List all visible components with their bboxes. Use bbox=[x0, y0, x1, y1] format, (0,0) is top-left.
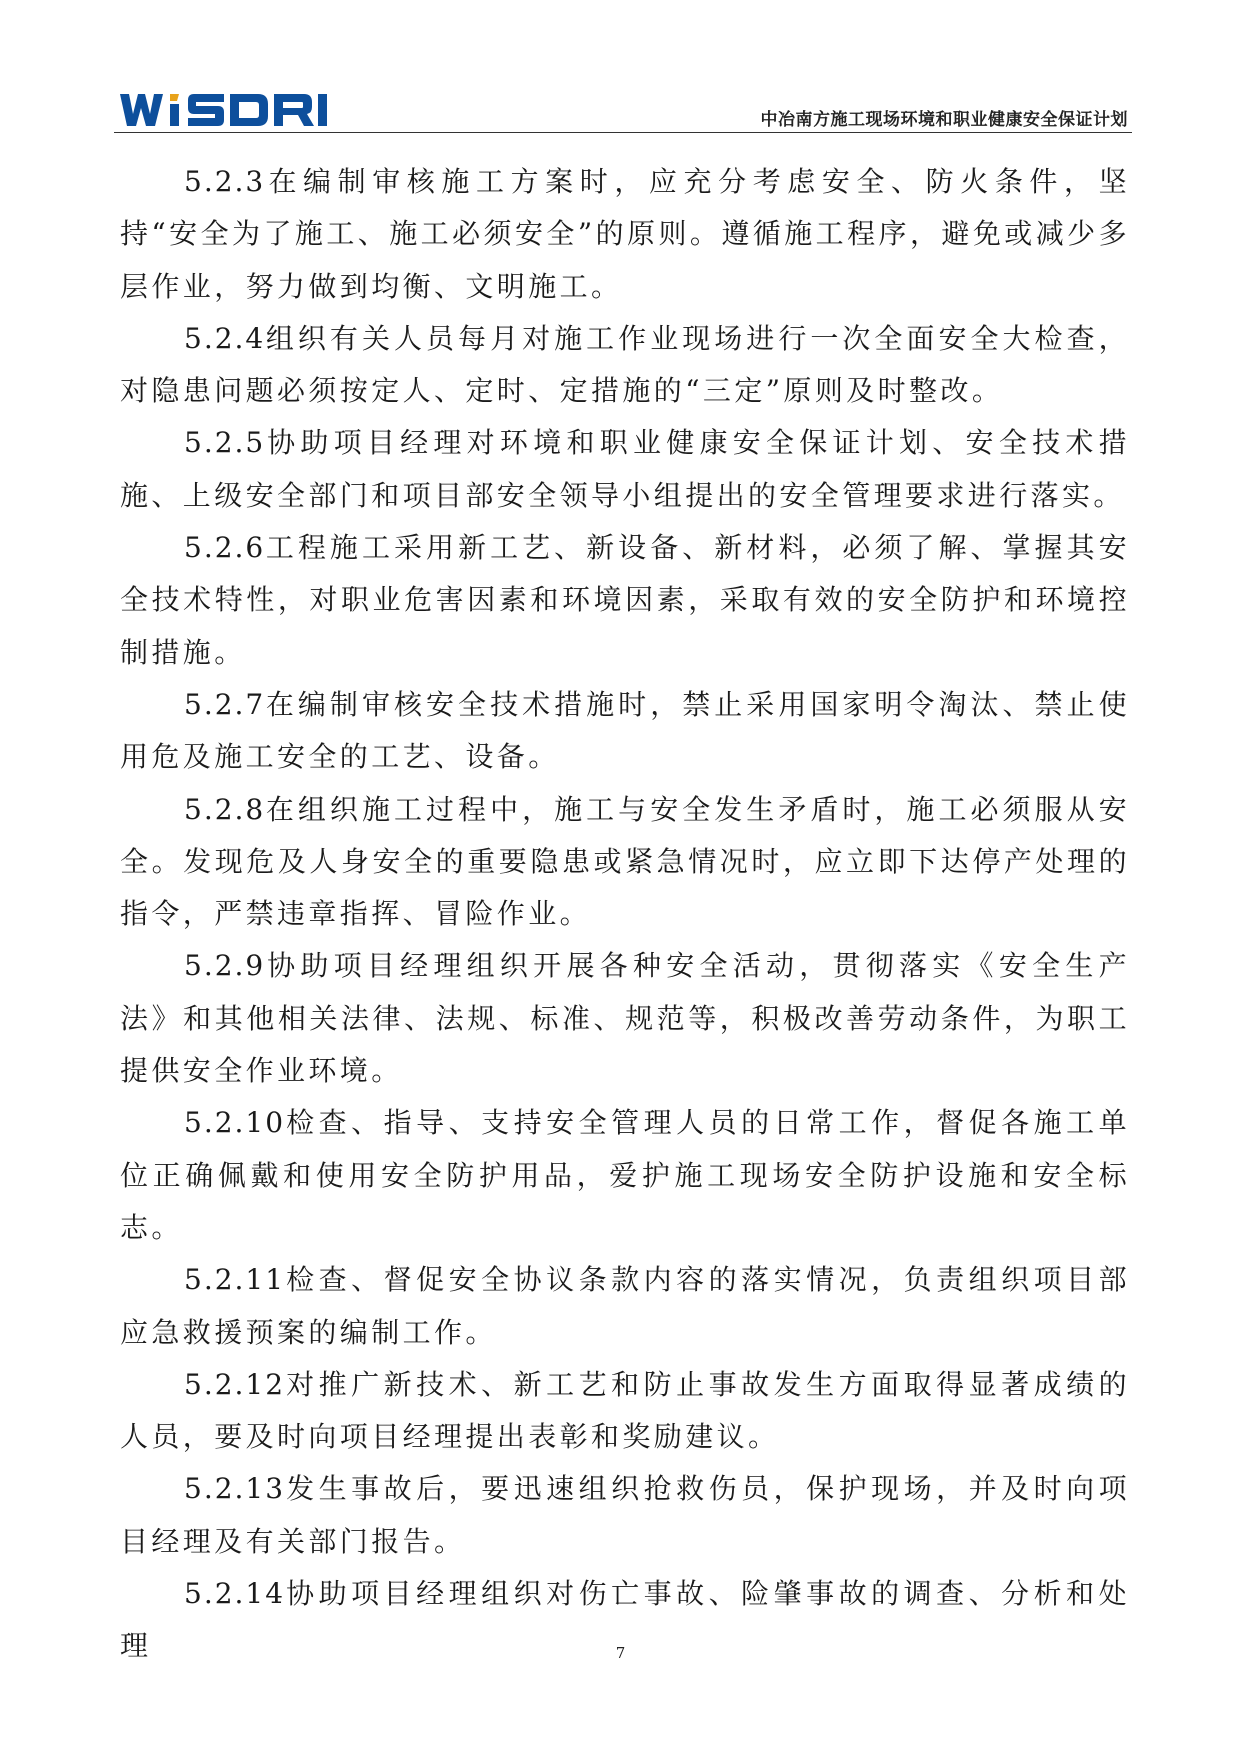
header-divider bbox=[114, 132, 1132, 133]
clause-paragraph bbox=[120, 1254, 1130, 1359]
clause-number: 5.2.11 bbox=[184, 1263, 286, 1297]
clause-text: 工程施工采用新工艺、新设备、新材料，必须了解、掌握其安全技术特性，对职业危害因素和环境因素，采取有效的安全防护和环境控制措施。 bbox=[120, 531, 1130, 669]
clause-text: 检查、指导、支持安全管理人员的日常工作，督促各施工单位正确佩戴和使用安全防护用品，爱护施工现场安全防护设施和安全标志。 bbox=[120, 1106, 1130, 1244]
clause-number: 5.2.3 bbox=[184, 165, 266, 198]
clause-paragraph bbox=[120, 1097, 1130, 1254]
clause-paragraph bbox=[120, 1463, 1130, 1568]
clause-text: 对推广新技术、新工艺和防止事故发生方面取得显著成绩的人员，要及时向项目经理提出表彰和奖励建议。 bbox=[120, 1367, 1130, 1454]
clause-text: 在组织施工过程中，施工与安全发生矛盾时，施工必须服从安全。发现危及人身安全的重要隐患或紧急情况时，应立即下达停产处理的指令，严禁违章指挥、冒险作业。 bbox=[120, 792, 1130, 931]
clause-number: 5.2.7 bbox=[184, 687, 266, 721]
clause-number: 5.2.13 bbox=[184, 1472, 286, 1506]
clause-number: 5.2.12 bbox=[184, 1367, 286, 1401]
document-header-title: 中冶南方施工现场环境和职业健康安全保证计划 bbox=[760, 110, 1128, 130]
wisdri-logo bbox=[118, 90, 333, 130]
clause-paragraph bbox=[120, 522, 1130, 679]
clause-number: 5.2.5 bbox=[184, 426, 266, 460]
clause-text: 组织有关人员每月对施工作业现场进行一次全面安全大检查，对隐患问题必须按定人、定时、定措施的“三定”原则及时整改。 bbox=[120, 321, 1130, 408]
clause-text: 协助项目经理对环境和职业健康安全保证计划、安全技术措施、上级安全部门和项目部安全领导小组提出的安全管理要求进行落实。 bbox=[120, 426, 1130, 512]
clause-paragraph bbox=[120, 940, 1130, 1097]
clause-text: 协助项目经理组织对伤亡事故、险肇事故的调查、分析和处理 bbox=[120, 1577, 1130, 1663]
clause-text: 检查、督促安全协议条款内容的落实情况，负责组织项目部应急救援预案的编制工作。 bbox=[120, 1263, 1130, 1349]
clause-paragraph bbox=[120, 156, 1130, 313]
clause-number: 5.2.10 bbox=[184, 1106, 286, 1140]
clause-number: 5.2.14 bbox=[184, 1577, 286, 1611]
clause-number: 5.2.6 bbox=[184, 531, 266, 565]
clause-text: 协助项目经理组织开展各种安全活动，贯彻落实《安全生产法》和其他相关法律、法规、标准、规范等，积极改善劳动条件，为职工提供安全作业环境。 bbox=[120, 949, 1130, 1088]
clause-text: 发生事故后，要迅速组织抢救伤员，保护现场，并及时向项目经理及有关部门报告。 bbox=[120, 1472, 1130, 1558]
clause-paragraph bbox=[120, 313, 1130, 418]
clause-paragraph bbox=[120, 679, 1130, 784]
clause-number: 5.2.9 bbox=[184, 949, 266, 983]
clause-number: 5.2.4 bbox=[184, 321, 266, 355]
page-header bbox=[118, 86, 1128, 132]
page-number: 7 bbox=[615, 1644, 626, 1662]
clause-number: 5.2.8 bbox=[184, 792, 266, 826]
clause-paragraph bbox=[120, 417, 1130, 522]
clause-paragraph bbox=[120, 1359, 1130, 1464]
document-body bbox=[120, 156, 1130, 1673]
clause-text: 在编制审核施工方案时，应充分考虑安全、防火条件，坚持“安全为了施工、施工必须安全”的原则。遵循施工程序，避免或减少多层作业，努力做到均衡、文明施工。 bbox=[120, 165, 1130, 303]
clause-paragraph bbox=[120, 784, 1130, 941]
clause-text: 在编制审核安全技术措施时，禁止采用国家明令淘汰、禁止使用危及施工安全的工艺、设备。 bbox=[120, 687, 1130, 774]
